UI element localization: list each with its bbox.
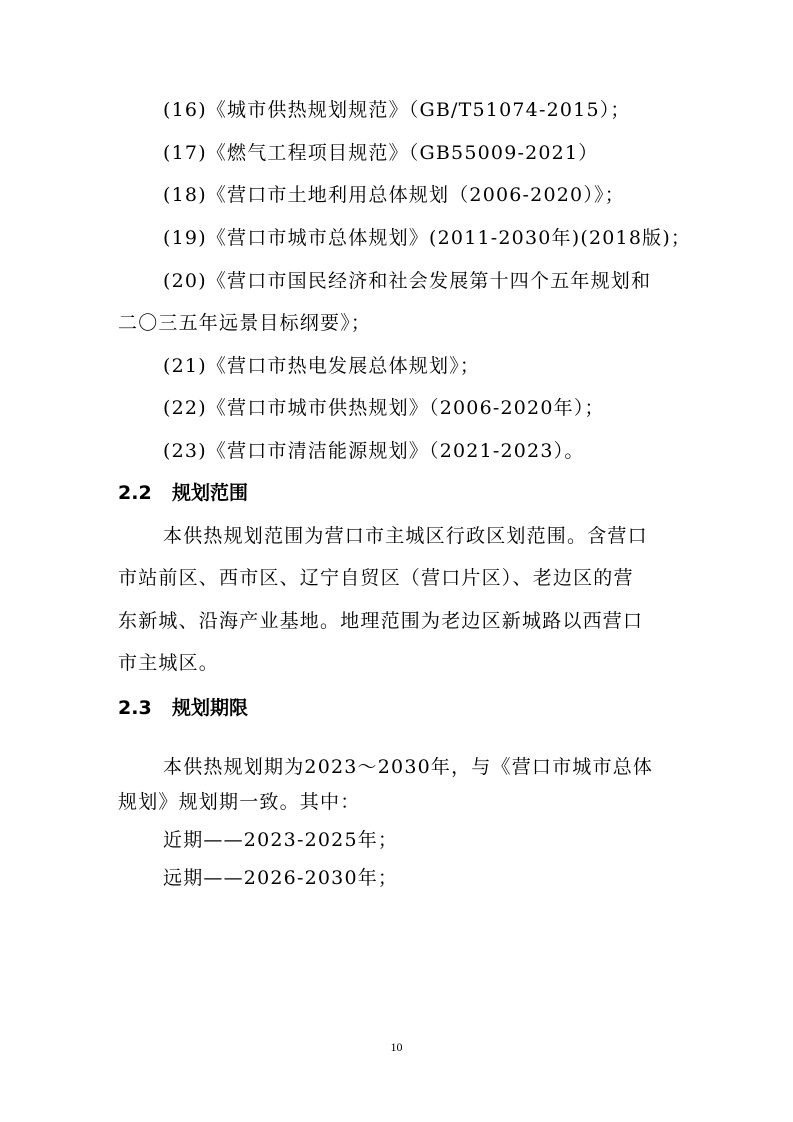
reference-item: (21)《营口市热电发展总体规划》； bbox=[163, 355, 481, 377]
reference-item: (16)《城市供热规划规范》（GB/T51074-2015）； bbox=[163, 99, 631, 121]
section-title: 规划范围 bbox=[172, 482, 249, 504]
reference-item: (17)《燃气工程项目规范》（GB55009-2021） bbox=[163, 142, 599, 164]
section-title: 规划期限 bbox=[172, 697, 249, 719]
section-heading-2-2 bbox=[118, 481, 248, 505]
paragraph-line: 本供热规划范围为营口市主城区行政区划范围。含营口 bbox=[163, 525, 648, 547]
reference-item: (20)《营口市国民经济和社会发展第十四个五年规划和 bbox=[163, 270, 652, 292]
reference-item: (19)《营口市城市总体规划》(2011-2030年)(2018版)； bbox=[163, 227, 692, 249]
paragraph-line: 东新城、沿海产业基地。地理范围为老边区新城路以西营口 bbox=[118, 610, 644, 632]
reference-item: (22)《营口市城市供热规划》（2006-2020年）； bbox=[163, 397, 605, 419]
reference-item-continued: 二〇三五年远景目标纲要》； bbox=[118, 312, 372, 334]
paragraph-line: 本供热规划期为2023～2030年，与《营口市城市总体 bbox=[163, 756, 654, 778]
section-number: 2.2 bbox=[118, 482, 152, 504]
period-near-term: 近期——2023-2025年； bbox=[163, 829, 399, 851]
paragraph-line: 规划》规划期一致。其中： bbox=[118, 791, 361, 813]
reference-item: (18)《营口市土地利用总体规划（2006-2020）》； bbox=[163, 184, 625, 206]
paragraph-line: 市主城区。 bbox=[118, 652, 220, 674]
section-number: 2.3 bbox=[118, 697, 152, 719]
paragraph-line: 市站前区、西市区、辽宁自贸区（营口片区）、老边区的营 bbox=[118, 567, 634, 589]
page-number: 10 bbox=[390, 1040, 403, 1054]
period-long-term: 远期——2026-2030年； bbox=[163, 867, 399, 889]
reference-item: (23)《营口市清洁能源规划》（2021-2023）。 bbox=[163, 440, 585, 462]
section-heading-2-3 bbox=[118, 696, 248, 720]
